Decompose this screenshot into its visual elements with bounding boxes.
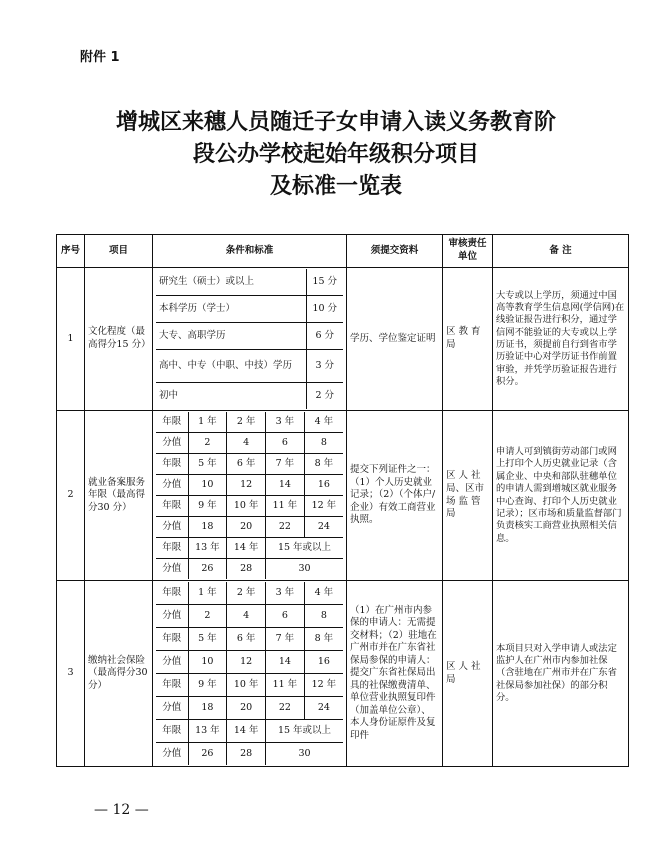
grid-cell: 6: [266, 433, 305, 454]
grid-cell: 3 年: [266, 412, 305, 433]
condition-label: 本科学历（学士）: [156, 296, 306, 323]
grid-cell: 15 年或以上: [266, 720, 344, 743]
condition-score: 2 分: [306, 383, 343, 410]
grid-cell: 15 年或以上: [266, 538, 344, 559]
row-remark: 申请人可到镇街劳动部门或网上打印个人历史就业记录（含属企业、中央和部队驻穗单位的申请人需到增城区就业服务中心查询、打印个人历史就业记录）；区市场和质量监督部门负责核实工商营业执照相关信息。: [493, 411, 629, 581]
header-unit: 审核责任单位: [443, 235, 493, 268]
grid-cell: 26: [188, 743, 227, 766]
grid-cell: 年限: [156, 582, 188, 605]
title-line: 及标准一览表: [269, 173, 402, 199]
grid-cell: 5 年: [188, 628, 227, 651]
grid-cell: 年限: [156, 538, 188, 559]
grid-cell: 14: [266, 651, 305, 674]
education-conditions: [156, 269, 343, 409]
grid-cell: 30: [266, 743, 344, 766]
row-docs: （1）在广州市内参保的申请人：无需提交材料；（2）驻地在广州市并在广东省社保局参保的申请人：提交广东省社保局出具的社保缴费清单、单位营业执照复印件（加盖单位公章）、本人身份证原件及复印件: [347, 581, 443, 767]
grid-cell: 1 年: [188, 582, 227, 605]
grid-cell: 14 年: [227, 538, 266, 559]
table-row: [57, 268, 629, 411]
grid-cell: 8 年: [304, 628, 343, 651]
grid-cell: 12: [227, 651, 266, 674]
grid-cell: 4 年: [304, 412, 343, 433]
grid-cell: 年限: [156, 454, 188, 475]
grid-row: [156, 743, 343, 766]
condition-score: 15 分: [306, 269, 343, 296]
grid-cell: 20: [227, 697, 266, 720]
grid-cell: 年限: [156, 674, 188, 697]
grid-cell: 28: [227, 743, 266, 766]
row-conditions: [153, 268, 347, 411]
table-row: [57, 581, 629, 767]
social-insurance-score-grid: [156, 582, 343, 765]
header-conditions: 条件和标准: [153, 235, 347, 268]
grid-cell: 3 年: [266, 582, 305, 605]
grid-cell: 12 年: [304, 496, 343, 517]
row-seq: 3: [57, 581, 85, 767]
grid-row: [156, 538, 343, 559]
grid-row: [156, 412, 343, 433]
grid-row: [156, 454, 343, 475]
grid-cell: 30: [266, 559, 344, 580]
grid-row: [156, 674, 343, 697]
row-docs: 提交下列证件之一：（1）个人历史就业记录；（2）（个体户/企业）有效工商营业执照。: [347, 411, 443, 581]
employment-score-grid: [156, 412, 343, 579]
grid-row: [156, 517, 343, 538]
grid-cell: 18: [188, 517, 227, 538]
grid-cell: 8 年: [304, 454, 343, 475]
page-number: — 12 —: [94, 802, 149, 818]
row-conditions: [153, 411, 347, 581]
grid-cell: 5 年: [188, 454, 227, 475]
grid-cell: 2 年: [227, 582, 266, 605]
grid-cell: 1 年: [188, 412, 227, 433]
title-line: 增城区来穗人员随迁子女申请入读义务教育阶: [115, 109, 556, 135]
grid-cell: 12 年: [304, 674, 343, 697]
condition-label: 高中、中专（中职、中技）学历: [156, 350, 306, 383]
condition-label: 研究生（硕士）或以上: [156, 269, 306, 296]
grid-row: [156, 697, 343, 720]
condition-score: 3 分: [306, 350, 343, 383]
grid-cell: 13 年: [188, 720, 227, 743]
grid-cell: 8: [304, 605, 343, 628]
row-item: 就业备案服务年限（最高得分30 分）: [85, 411, 153, 581]
header-remark: 备 注: [493, 235, 629, 268]
grid-cell: 2: [188, 605, 227, 628]
header-seq: 序号: [57, 235, 85, 268]
grid-cell: 16: [304, 651, 343, 674]
grid-cell: 年限: [156, 720, 188, 743]
row-item: 文化程度（最高得分15 分）: [85, 268, 153, 411]
grid-cell: 6 年: [227, 454, 266, 475]
grid-cell: 4 年: [304, 582, 343, 605]
grid-cell: 24: [304, 517, 343, 538]
condition-row: [156, 269, 343, 296]
grid-cell: 12: [227, 475, 266, 496]
grid-row: [156, 475, 343, 496]
grid-row: [156, 720, 343, 743]
condition-label: 初中: [156, 383, 306, 410]
grid-cell: 14: [266, 475, 305, 496]
grid-cell: 20: [227, 517, 266, 538]
grid-cell: 4: [227, 605, 266, 628]
grid-cell: 13 年: [188, 538, 227, 559]
row-item: 缴纳社会保险（最高得分30 分）: [85, 581, 153, 767]
grid-cell: 分值: [156, 559, 188, 580]
header-docs: 须提交资料: [347, 235, 443, 268]
row-unit: 区 教 育局: [443, 268, 493, 411]
grid-cell: 分值: [156, 743, 188, 766]
grid-row: [156, 605, 343, 628]
grid-cell: 分值: [156, 433, 188, 454]
header-item: 项目: [85, 235, 153, 268]
grid-cell: 6: [266, 605, 305, 628]
grid-cell: 16: [304, 475, 343, 496]
grid-cell: 分值: [156, 517, 188, 538]
condition-score: 6 分: [306, 323, 343, 350]
grid-row: [156, 433, 343, 454]
row-conditions: [153, 581, 347, 767]
grid-cell: 7 年: [266, 628, 305, 651]
row-docs: 学历、学位鉴定证明: [347, 268, 443, 411]
grid-cell: 分值: [156, 651, 188, 674]
grid-cell: 6 年: [227, 628, 266, 651]
grid-cell: 11 年: [266, 674, 305, 697]
grid-cell: 10: [188, 651, 227, 674]
document-title: [40, 106, 632, 202]
condition-score: 10 分: [306, 296, 343, 323]
grid-cell: 分值: [156, 605, 188, 628]
grid-cell: 7 年: [266, 454, 305, 475]
grid-cell: 10: [188, 475, 227, 496]
grid-row: [156, 496, 343, 517]
grid-cell: 8: [304, 433, 343, 454]
grid-row: [156, 559, 343, 580]
grid-cell: 22: [266, 697, 305, 720]
row-unit: 区 人 社局: [443, 581, 493, 767]
condition-row: [156, 383, 343, 410]
condition-label: 大专、高职学历: [156, 323, 306, 350]
grid-cell: 28: [227, 559, 266, 580]
grid-cell: 分值: [156, 475, 188, 496]
points-table: [56, 234, 629, 767]
table-header-row: [57, 235, 629, 268]
row-unit: 区 人 社局、区市场 监 管局: [443, 411, 493, 581]
grid-cell: 11 年: [266, 496, 305, 517]
grid-cell: 分值: [156, 697, 188, 720]
row-seq: 2: [57, 411, 85, 581]
row-seq: 1: [57, 268, 85, 411]
table-row: [57, 411, 629, 581]
title-line: 段公办学校起始年级积分项目: [192, 141, 479, 167]
grid-cell: 2 年: [227, 412, 266, 433]
grid-cell: 26: [188, 559, 227, 580]
grid-cell: 9 年: [188, 496, 227, 517]
condition-row: [156, 296, 343, 323]
grid-cell: 4: [227, 433, 266, 454]
condition-row: [156, 350, 343, 383]
grid-cell: 18: [188, 697, 227, 720]
grid-row: [156, 651, 343, 674]
grid-cell: 9 年: [188, 674, 227, 697]
grid-cell: 22: [266, 517, 305, 538]
condition-row: [156, 323, 343, 350]
attachment-label: 附件 1: [80, 50, 120, 65]
grid-row: [156, 628, 343, 651]
grid-cell: 年限: [156, 628, 188, 651]
row-remark: 大专或以上学历，须通过中国高等教育学生信息网(学信网)在线验证报告进行积分，通过学信网不能验证的大专或以上学历证书，须提前自行到省市学历验证中心对学历证书作前置审验，并凭学历验证报告进行积分。: [493, 268, 629, 411]
grid-row: [156, 582, 343, 605]
grid-cell: 2: [188, 433, 227, 454]
grid-cell: 10 年: [227, 496, 266, 517]
row-remark: 本项目只对入学申请人或法定监护人在广州市内参加社保（含驻地在广州市并在广东省社保局参加社保）的部分积分。: [493, 581, 629, 767]
grid-cell: 年限: [156, 496, 188, 517]
grid-cell: 10 年: [227, 674, 266, 697]
grid-cell: 24: [304, 697, 343, 720]
grid-cell: 年限: [156, 412, 188, 433]
grid-cell: 14 年: [227, 720, 266, 743]
